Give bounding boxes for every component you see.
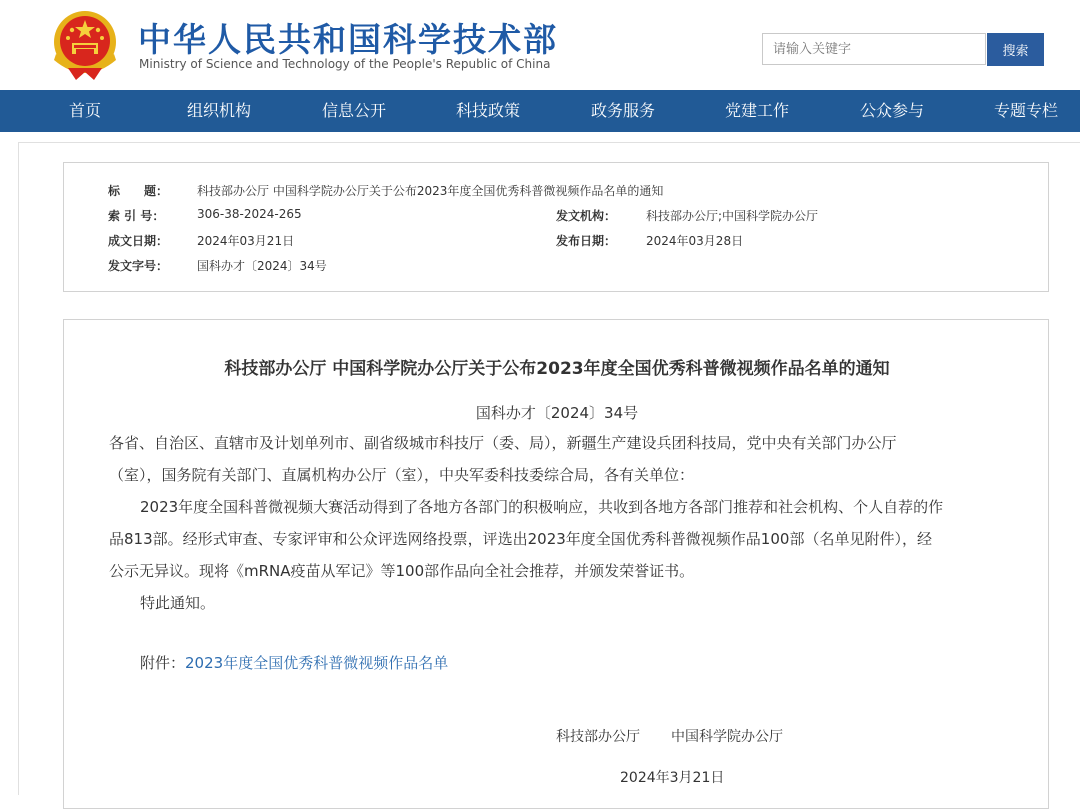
meta-index-value: 306-38-2024-265: [197, 207, 302, 221]
recipients-line-1: 各省、自治区、直辖市及计划单列市、副省级城市科技厅（委、局），新疆生产建设兵团科技局，党中央有关部门办公厅: [109, 434, 897, 452]
national-emblem-icon[interactable]: [50, 8, 120, 82]
document-meta-box: [63, 162, 1049, 292]
meta-title-label: 标 题：: [108, 184, 169, 198]
nav-item-public[interactable]: 公众参与: [859, 101, 924, 120]
attachment-link[interactable]: 2023年度全国优秀科普微视频作品名单: [185, 654, 449, 672]
main-nav: [0, 90, 1080, 132]
meta-created-label: 成文日期：: [108, 234, 169, 248]
site-header: [0, 0, 1080, 90]
meta-created-value: 2024年03月21日: [197, 234, 295, 248]
article-recipients: [109, 427, 1009, 491]
meta-docno-value: 国科办才〔2024〕34号: [197, 259, 327, 273]
meta-published-label: 发布日期：: [556, 234, 617, 248]
site-title[interactable]: 中华人民共和国科学技术部: [138, 20, 558, 59]
meta-docno-label: 发文字号：: [108, 259, 169, 273]
article-paragraph: [109, 491, 1009, 587]
paragraph-line-3: 公示无异议。现将《mRNA疫苗从军记》等100部作品向全社会推荐，并颁发荣誉证书。: [109, 562, 695, 580]
article-attachment: [109, 647, 1009, 679]
search-button[interactable]: 搜索: [987, 33, 1044, 66]
meta-issuer-label: 发文机构：: [556, 209, 617, 223]
meta-index-label: 索 引 号：: [108, 209, 165, 223]
nav-item-topics[interactable]: 专题专栏: [993, 101, 1058, 120]
nav-item-home[interactable]: 首页: [68, 101, 101, 120]
meta-published-value: 2024年03月28日: [646, 234, 744, 248]
nav-item-info-disclosure[interactable]: 信息公开: [321, 101, 386, 120]
recipients-line-2: （室），国务院有关部门、直属机构办公厅（室），中央军委科技委综合局，各有关单位：: [109, 466, 695, 484]
attachment-label: 附件：: [140, 654, 186, 672]
article-title: 科技部办公厅 中国科学院办公厅关于公布2023年度全国优秀科普微视频作品名单的通知: [224, 359, 890, 379]
paragraph-line-1: 2023年度全国科普微视频大赛活动得到了各地方各部门的积极响应，共收到各地方各部门推荐和社会机构、个人自荐的作: [140, 498, 944, 516]
signer-most: 科技部办公厅: [556, 729, 640, 745]
nav-item-policy[interactable]: 科技政策: [455, 101, 520, 120]
article-closing: 特此通知。: [140, 594, 216, 612]
signer-cas: 中国科学院办公厅: [671, 729, 783, 745]
nav-item-party[interactable]: 党建工作: [724, 101, 789, 120]
search-box: [762, 33, 986, 65]
article-body: [63, 319, 1049, 809]
site-subtitle: Ministry of Science and Technology of the People's Republic of China: [139, 57, 551, 71]
meta-title-value: 科技部办公厅 中国科学院办公厅关于公布2023年度全国优秀科普微视频作品名单的通知: [197, 184, 664, 198]
sign-date: 2024年3月21日: [620, 770, 725, 786]
paragraph-line-2: 品813部。经形式审查、专家评审和公众评选网络投票，评选出2023年度全国优秀科普微视频作品100部（名单见附件），经: [109, 530, 932, 548]
nav-item-organization[interactable]: 组织机构: [186, 101, 251, 120]
meta-issuer-value: 科技部办公厅;中国科学院办公厅: [646, 209, 819, 223]
search-input[interactable]: [763, 34, 985, 64]
nav-item-services[interactable]: 政务服务: [590, 101, 655, 120]
article-doc-number: 国科办才〔2024〕34号: [475, 404, 639, 422]
